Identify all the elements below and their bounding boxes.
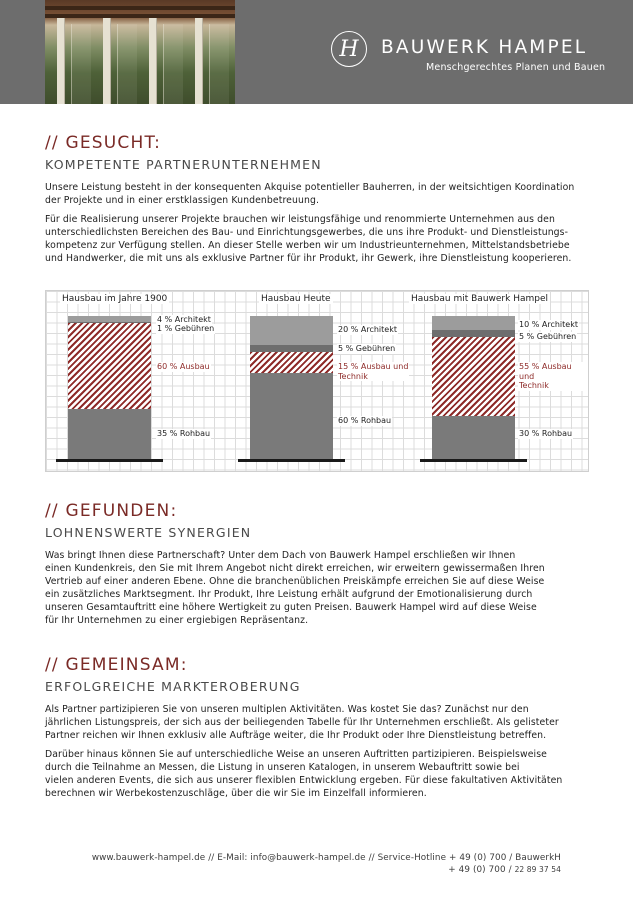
chart-bar-segment [250,352,333,373]
section-title: // GEMEINSAM: [45,655,188,675]
chart-data-label: 10 % Architekt [519,320,578,329]
chart-bar-segment [68,323,151,409]
logo-mark: H [331,31,367,67]
chart-baseline [238,459,345,462]
chart-data-label: 30 % Rohbau [519,429,573,438]
chart-baseline [420,459,527,462]
footer-contact-line: www.bauwerk-hampel.de // E-Mail: info@bauwerk-hampel.de // Service-Hotline + 49 (0) 700 / BauwerkH [91,853,561,863]
section-gemeinsam [45,655,590,800]
chart-bar-segment [432,337,515,416]
section-subtitle: KOMPETENTE PARTNERUNTERNEHMEN [45,157,322,172]
chart-data-label: 5 % Gebühren [519,332,577,341]
chart-bar-segment [68,316,151,322]
chart-data-label: 55 % Ausbau und Technik [518,362,588,391]
chart-bar-segment [68,409,151,459]
chart-category-title: Hausbau Heute [261,294,331,304]
section-title: // GEFUNDEN: [45,501,178,521]
chart-bar-segment [250,345,333,352]
brand-name: BAUWERK HAMPEL [381,37,588,58]
chart-data-label: 4 % Architekt [157,315,211,324]
chart-category-title: Hausbau mit Bauwerk Hampel [411,294,548,304]
chart-bar-segment [250,316,333,345]
paragraph: Für die Realisierung unserer Projekte brauchen wir leistungsfähige und renommierte Unternehmen aus den unterschiedlichsten Bereichen des Bau- und Einrichtungsgewerbes, die uns ihre Produkt- und Dienstleistungs- kompetenz zur Verfügung stellen. An dieser Stelle werben wir um Industrieunternehmen, Mittelstandsbetriebe und Handwerker, die mit uns als exklusive Partner für ihr Produkt, ihr Gewerk, ihre Dienstleistung kooperieren. [45,214,572,264]
chart-data-label: 15 % Ausbau und Technik [338,362,409,381]
chart-category-title: Hausbau im Jahre 1900 [62,294,168,304]
footer-phone-number: 22 89 37 54 [514,865,561,874]
chart-data-label: 60 % Rohbau [338,416,392,425]
section-subtitle: ERFOLGREICHE MARKTEROBERUNG [45,679,301,694]
chart-bar-segment [432,316,515,330]
chart-bar-segment [68,322,151,324]
section-gesucht [45,133,590,265]
header-photo [45,0,235,104]
chart-baseline [56,459,163,462]
paragraph: Als Partner partizipieren Sie von unseren multiplen Aktivitäten. Was kostet Sie das? Zunächst nur den jährlichen Listungspreis, der sich aus der beiliegenden Tabelle für Ihr Unternehmen erschließt. Als gelisteter Partner reichen wir Ihnen exklusiv alle Aufträge weiter, die Ihr Produkt oder Ihre Dienstleistung betreffen. [45,704,559,741]
chart-bar-segment [432,330,515,337]
paragraph: Was bringt Ihnen diese Partnerschaft? Unter dem Dach von Bauwerk Hampel erschließen wir Ihnen einen Kundenkreis, den Sie mit Ihrem Angebot nicht direkt erreichen, wir erweitern gewissermaßen Ihren Vertrieb auf einer anderen Ebene. Ohne die branchenüblichen Preiskämpfe erreichen Sie auf diese Weise ein zusätzliches Marktsegment. Ihr Produkt, Ihre Leistung erhält aufgrund der Emotionalisierung durch unseren Gesamtauftritt eine höhere Wertigkeit zu guten Preisen. Bauwerk Hampel wird auf diese Weise für Ihr Unternehmen zu einer ergiebigen Repräsentanz. [45,550,545,626]
footer-phone-prefix: + 49 (0) 700 / [448,865,515,875]
header-band [0,0,633,104]
chart-data-label: 5 % Gebühren [338,344,396,353]
cost-comparison-chart [45,290,589,472]
chart-data-label: 60 % Ausbau [157,362,210,371]
chart-data-label: 35 % Rohbau [157,429,211,438]
paragraph: Unsere Leistung besteht in der konsequenten Akquise potentieller Bauherren, in der weitsichtigen Koordination der Projekte und in einer erstklassigen Kundenbetreuung. [45,182,575,206]
section-gefunden [45,501,590,627]
paragraph: Darüber hinaus können Sie auf unterschiedliche Weise an unseren Auftritten partizipieren. Beispielsweise durch die Teilnahme an Messen, die Listung in unseren Katalogen, in unserem Webauftritt sowie bei vielen anderen Events, die sich aus unserer flexiblen Entwicklung ergeben. Für diese fakultativen Aktivitäten berechnen wir Werbekostenzuschläge, über die wir Sie im Einzelfall informieren. [45,749,563,799]
chart-data-label: 20 % Architekt [338,325,397,334]
chart-bar-segment [250,373,333,459]
chart-data-label: 1 % Gebühren [157,324,215,333]
footer-phone-line [0,865,561,875]
section-title: // GESUCHT: [45,133,162,153]
section-subtitle: LOHNENSWERTE SYNERGIEN [45,525,252,540]
chart-bar-segment [432,416,515,459]
brand-tagline: Menschgerechtes Planen und Bauen [426,62,606,73]
